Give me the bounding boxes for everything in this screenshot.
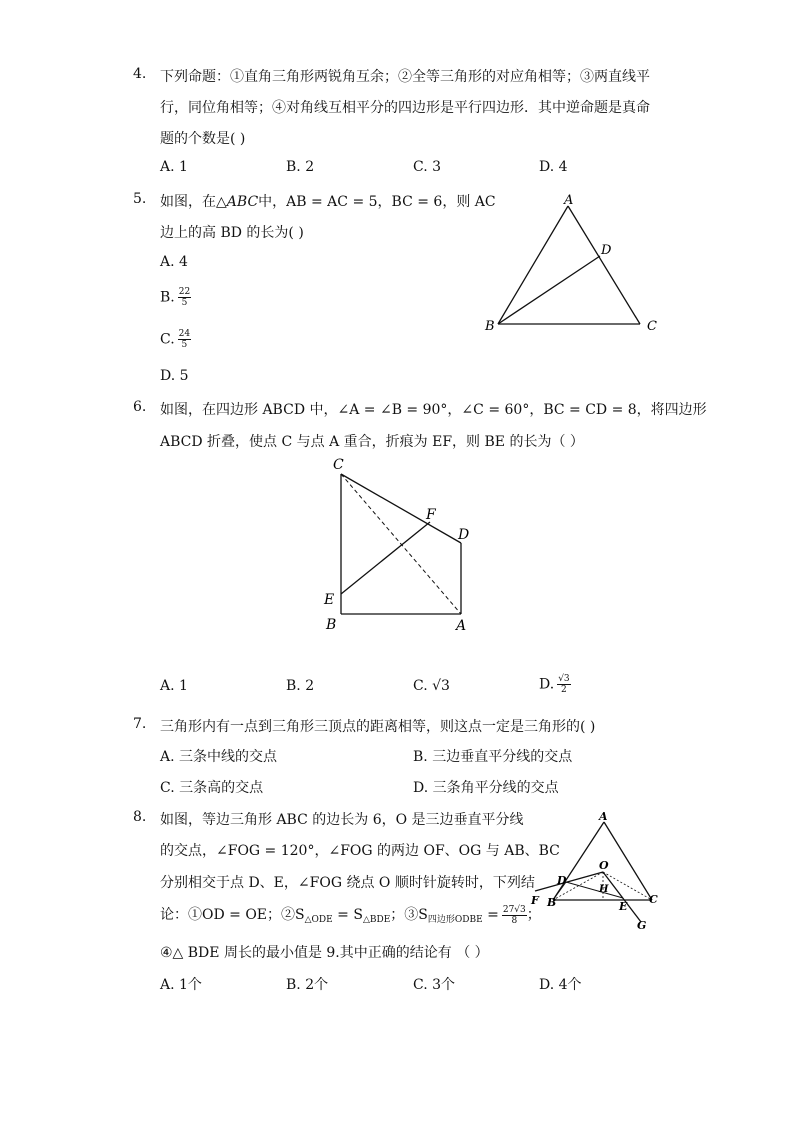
option-c[interactable]: C. 3个 bbox=[413, 977, 456, 993]
label-f: F bbox=[426, 507, 436, 523]
segment-de bbox=[566, 882, 623, 898]
question-number: 8. bbox=[133, 809, 147, 825]
option-d[interactable]: D. 4 bbox=[539, 159, 568, 175]
question-number: 5. bbox=[133, 191, 147, 207]
denominator: 2 bbox=[561, 685, 567, 695]
text-fragment: ； bbox=[526, 907, 541, 923]
label-a: A bbox=[456, 618, 467, 634]
fraction bbox=[557, 674, 570, 695]
label-a: A bbox=[599, 810, 608, 823]
label-c: C bbox=[649, 893, 658, 906]
denominator: 5 bbox=[181, 340, 188, 350]
option-c[interactable]: C. 3 bbox=[413, 159, 442, 175]
question-text-line: 如图，在四边形 ABCD 中，∠A = ∠B = 90°，∠C = 60°，BC = CD = 8，将四边形 bbox=[160, 402, 707, 418]
label-b: B bbox=[547, 896, 557, 909]
denominator: 8 bbox=[511, 915, 518, 926]
question-text-line: 边上的高 BD 的长为( ) bbox=[160, 225, 304, 241]
option-a[interactable]: A. 三条中线的交点 bbox=[160, 749, 278, 765]
segment-bd bbox=[498, 256, 600, 324]
text-fragment: ；③S bbox=[390, 907, 428, 923]
option-c[interactable] bbox=[160, 329, 191, 350]
question-text-line: 分别相交于点 D、E，∠FOG 绕点 O 顺时针旋转时，下列结 bbox=[160, 875, 535, 891]
option-a[interactable]: A. 1 bbox=[160, 678, 188, 694]
ray-og bbox=[603, 872, 641, 922]
subscript: 四边形ODBE bbox=[427, 915, 483, 925]
option-b[interactable]: B. 2个 bbox=[286, 977, 329, 993]
option-b[interactable]: B. 2 bbox=[286, 159, 315, 175]
option-a[interactable]: A. 4 bbox=[160, 254, 188, 270]
fraction bbox=[502, 905, 527, 926]
segment-dc bbox=[341, 474, 461, 543]
label-b: B bbox=[326, 617, 337, 633]
segment-ac bbox=[568, 206, 640, 324]
subscript: △ODE bbox=[304, 915, 333, 925]
quadrilateral-abcd-figure bbox=[320, 455, 480, 635]
question-text-line: ④△ BDE 周长的最小值是 9.其中正确的结论有 （ ） bbox=[160, 945, 489, 961]
segment-ac bbox=[604, 822, 652, 900]
text-fragment: = S bbox=[332, 907, 363, 923]
fraction bbox=[178, 329, 191, 350]
text-fragment: 中， bbox=[258, 194, 287, 210]
segment-ca-dashed bbox=[341, 474, 461, 614]
option-d[interactable] bbox=[539, 674, 571, 695]
label-e: E bbox=[324, 592, 335, 608]
segment-ab bbox=[498, 206, 568, 324]
label-o: O bbox=[599, 859, 609, 872]
label-d: D bbox=[557, 874, 567, 887]
numerator: 22 bbox=[178, 287, 191, 297]
numerator: 24 bbox=[178, 329, 191, 339]
label-c: C bbox=[647, 319, 657, 334]
question-text-line: 题的个数是( ) bbox=[160, 131, 246, 147]
option-a[interactable]: A. 1个 bbox=[160, 977, 202, 993]
label-h: H bbox=[599, 884, 609, 895]
fraction bbox=[178, 287, 191, 308]
label-f: F bbox=[531, 894, 539, 907]
option-c[interactable]: C. 三条高的交点 bbox=[160, 780, 264, 796]
question-number: 4. bbox=[133, 66, 147, 82]
label-g: G bbox=[637, 919, 647, 932]
math-fragment: AB = AC = 5，BC = 6，则 AC bbox=[286, 194, 496, 210]
label-c: C bbox=[333, 457, 344, 473]
segment-oc-dotted bbox=[603, 872, 652, 900]
question-text-line: 的交点，∠FOG = 120°，∠FOG 的两边 OF、OG 与 AB、BC bbox=[160, 843, 560, 859]
question-number: 6. bbox=[133, 399, 147, 415]
question-text-line bbox=[160, 904, 541, 926]
label-a: A bbox=[564, 193, 574, 208]
equilateral-triangle-figure bbox=[525, 808, 665, 933]
label-b: B bbox=[485, 319, 495, 334]
option-label: B. bbox=[160, 289, 175, 306]
option-b[interactable]: B. 2 bbox=[286, 678, 315, 694]
label-d: D bbox=[601, 243, 612, 258]
option-label: D. bbox=[539, 676, 555, 693]
option-b[interactable] bbox=[160, 287, 191, 308]
triangle-abc-figure bbox=[480, 190, 670, 340]
segment-ab bbox=[553, 822, 604, 900]
question-text-line: 下列命题：①直角三角形两锐角互余；②全等三角形的对应角相等；③两直线平 bbox=[160, 69, 650, 85]
label-d: D bbox=[458, 527, 470, 543]
numerator: √3 bbox=[558, 674, 570, 684]
option-c[interactable]: C. √3 bbox=[413, 678, 450, 694]
question-text-line: ABCD 折叠，使点 C 与点 A 重合，折痕为 EF，则 BE 的长为（ ） bbox=[160, 434, 584, 450]
option-b[interactable]: B. 三边垂直平分线的交点 bbox=[413, 749, 573, 765]
option-d[interactable]: D. 三条角平分线的交点 bbox=[413, 780, 559, 796]
question-text-line: 三角形内有一点到三角形三顶点的距离相等，则这点一定是三角形的( ) bbox=[160, 719, 596, 735]
segment-ef bbox=[341, 522, 430, 594]
numerator: 27√3 bbox=[502, 904, 526, 915]
subscript: △BDE bbox=[362, 915, 391, 925]
text-fragment: 如图，在△ bbox=[160, 194, 227, 210]
option-a[interactable]: A. 1 bbox=[160, 159, 188, 175]
option-d[interactable]: D. 5 bbox=[160, 368, 189, 384]
question-text-line: 行，同位角相等；④对角线互相平分的四边形是平行四边形．其中逆命题是真命 bbox=[160, 100, 650, 116]
denominator: 5 bbox=[181, 298, 188, 308]
label-e: E bbox=[619, 900, 628, 913]
question-text-line bbox=[160, 191, 496, 211]
math-fragment: ABC bbox=[226, 194, 259, 210]
question-number: 7. bbox=[133, 716, 147, 732]
text-fragment: 论：①OD = OE；②S bbox=[160, 907, 305, 923]
question-text-line: 如图，等边三角形 ABC 的边长为 6，O 是三边垂直平分线 bbox=[160, 812, 524, 828]
option-label: C. bbox=[160, 331, 175, 348]
option-d[interactable]: D. 4个 bbox=[539, 977, 582, 993]
text-fragment: = bbox=[482, 907, 499, 923]
